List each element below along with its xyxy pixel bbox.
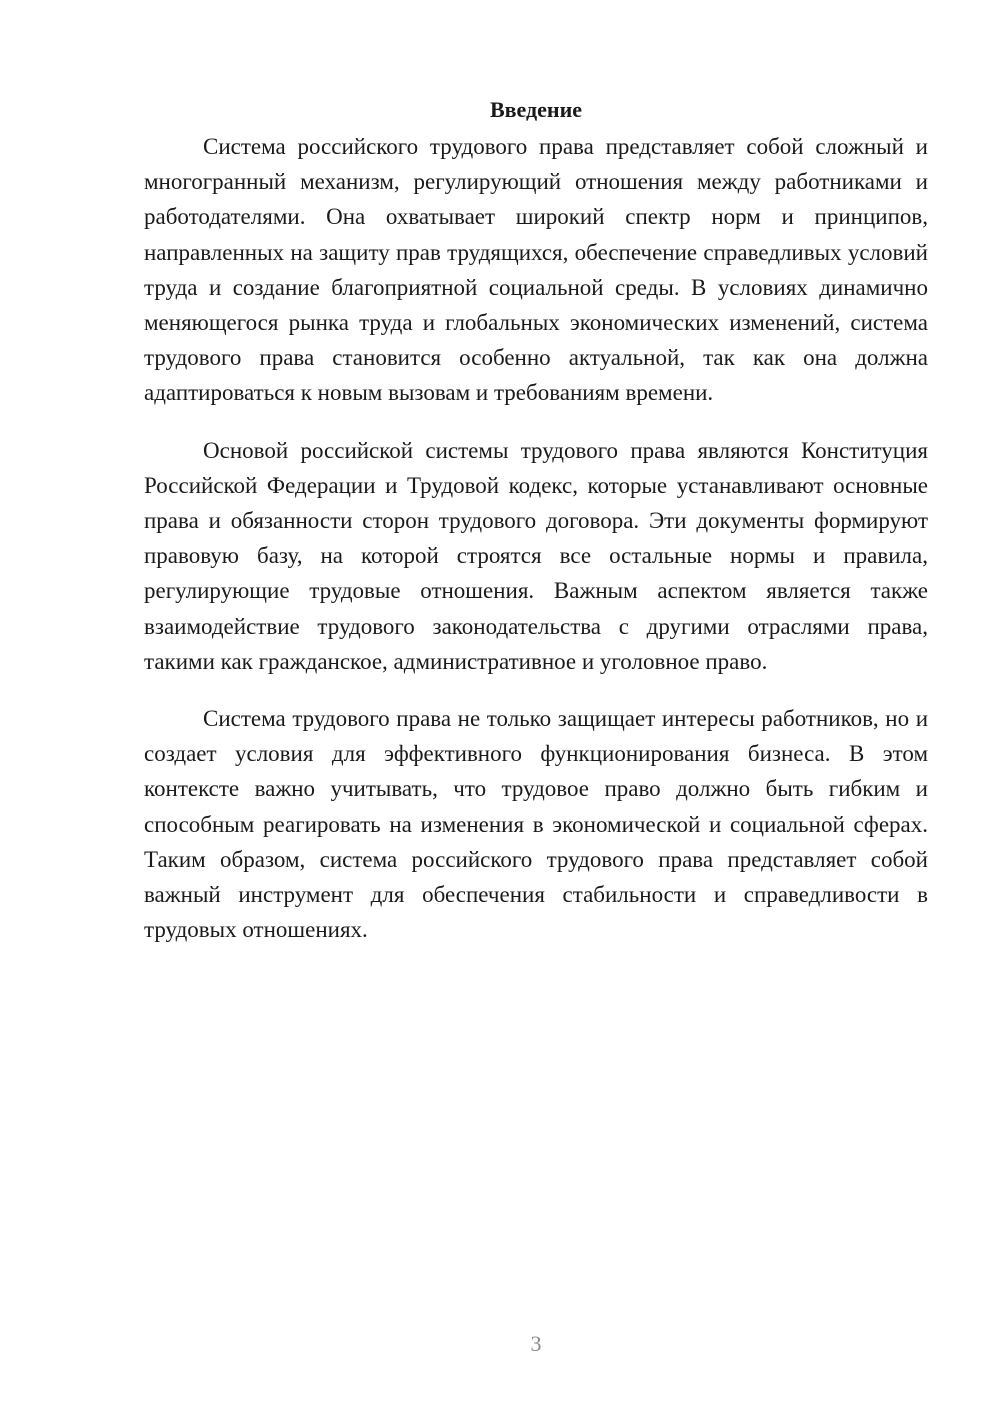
paragraph-3: Система трудового права не только защищает интересы работников, но и создает условия для эффективного функционирования бизнеса. В этом контексте важно учитывать, что трудовое право должно быть гибким и способным реагировать на изменения в экономической и социальной сферах. Таким образом, система российского трудового права представляет собой важный инструмент для обеспечения стабильности и справедливости в трудовых отношениях. <box>144 706 928 943</box>
paragraph-1: Система российского трудового права представляет собой сложный и многогранный механизм, регулирующий отношения между работниками и работодателями. Она охватывает широкий спектр норм и принципов, направленных на защиту прав трудящихся, обеспечение справедливых условий труда и создание благоприятной социальной среды. В условиях динамично меняющегося рынка труда и глобальных экономических изменений, система трудового права становится особенно актуальной, так как она должна адаптироваться к новым вызовам и требованиям времени. <box>144 134 928 406</box>
page-content <box>144 92 928 969</box>
paragraph-2: Основой российской системы трудового права являются Конституция Российской Федерации и Трудовой кодекс, которые устанавливают основные права и обязанности сторон трудового договора. Эти документы формируют правовую базу, на которой строятся все остальные нормы и правила, регулирующие трудовые отношения. Важным аспектом является также взаимодействие трудового законодательства с другими отраслями права, такими как гражданское, административное и уголовное право. <box>144 437 928 674</box>
page-number: 3 <box>530 1331 542 1356</box>
section-heading: Введение <box>489 97 583 122</box>
